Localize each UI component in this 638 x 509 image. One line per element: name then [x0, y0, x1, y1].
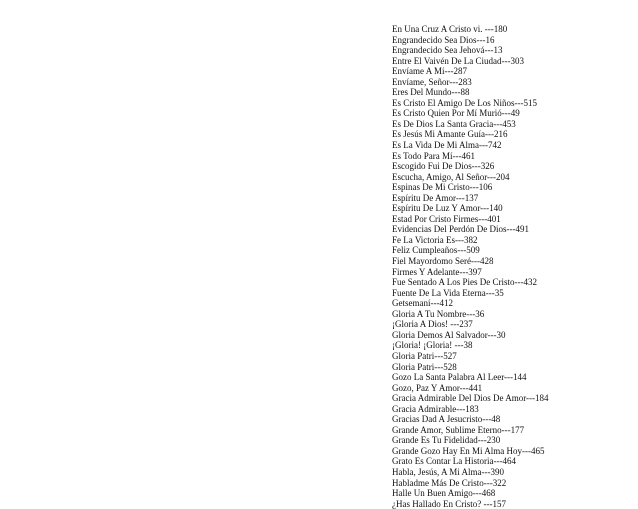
index-entry: Es Jesús Mi Amante Guía---216 [392, 129, 508, 140]
index-entry: Fiel Mayordomo Seré---428 [392, 256, 494, 267]
hymn-index-list [392, 24, 622, 509]
index-entry: Es Todo Para Mí---461 [392, 150, 475, 161]
index-entry: En Una Cruz A Cristo vi. ---180 [392, 24, 508, 34]
index-entry: Es Cristo Quien Por Mí Murió---49 [392, 108, 520, 119]
index-entry: Envíame A Mí---287 [392, 66, 467, 77]
index-entry: Gozo La Santa Palabra Al Leer---144 [392, 372, 527, 383]
index-entry: Es De Dios La Santa Gracia---453 [392, 118, 516, 129]
index-entry: Grande Es Tu Fidelidad---230 [392, 435, 501, 446]
index-entry: Gracia Admirable Del Dios De Amor---184 [392, 393, 549, 404]
index-entry: Gloria Patri---527 [392, 350, 457, 361]
index-entry: Engrandecido Sea Dios---16 [392, 34, 495, 45]
index-entry: Habla, Jesús, A Mi Alma---390 [392, 466, 504, 477]
index-entry: Grato Es Contar La Historia---464 [392, 456, 516, 467]
index-entry: Entre El Vaivén De La Ciudad---303 [392, 55, 525, 66]
index-entry: Eres Del Mundo---88 [392, 87, 470, 98]
index-entry: Evidencias Del Perdón De Dios---491 [392, 224, 529, 235]
index-entry: Feliz Cumpleaños---509 [392, 245, 480, 256]
index-entry: Fuente De La Vida Eterna---35 [392, 287, 504, 298]
index-entry: Grande Gozo Hay En Mi Alma Hoy---465 [392, 445, 545, 456]
index-entry: Gloria Demos Al Salvador---30 [392, 329, 506, 340]
index-entry: Espíritu De Luz Y Amor---140 [392, 203, 503, 214]
index-entry: Espinas De Mi Cristo---106 [392, 182, 493, 193]
index-entry: Gozo, Paz Y Amor---441 [392, 382, 483, 393]
index-entry: Estad Por Cristo Firmes---401 [392, 213, 501, 224]
index-entry: Escucha, Amigo, Al Señor---204 [392, 171, 510, 182]
index-entry: Gloria A Tu Nombre---36 [392, 308, 485, 319]
index-entry: Gracias Dad A Jesucristo---48 [392, 414, 501, 425]
index-entry: ¿Has Hallado En Cristo? ---157 [392, 498, 506, 509]
index-entry: Grande Amor, Sublime Eterno---177 [392, 424, 525, 435]
index-entry: Espíritu De Amor---137 [392, 192, 479, 203]
index-entry: Engrandecido Sea Jehová---13 [392, 45, 503, 56]
index-entry: ¡Gloria! ¡Gloria! ---38 [392, 340, 473, 351]
index-entry: Halle Un Buen Amigo---468 [392, 488, 496, 499]
index-entry: Gracia Admirable---183 [392, 403, 479, 414]
index-entry: Firmes Y Adelante---397 [392, 266, 482, 277]
index-entry: Escogido Fui De Dios---326 [392, 161, 495, 172]
index-entry: Gloria Patri---528 [392, 361, 457, 372]
index-entry: Fe La Victoria Es---382 [392, 234, 478, 245]
index-entry: Es Cristo El Amigo De Los Niños---515 [392, 97, 537, 108]
index-entry: Fue Sentado A Los Pies De Cristo---432 [392, 277, 537, 288]
index-entry: ¡Gloria A Dios! ---237 [392, 319, 473, 330]
index-entry: Habladme Más De Cristo---322 [392, 477, 507, 488]
index-entry: Es La Vida De Mi Alma---742 [392, 140, 502, 151]
index-entry: Envíame, Señor---283 [392, 76, 472, 87]
index-entry: Getsemaní---412 [392, 298, 453, 309]
